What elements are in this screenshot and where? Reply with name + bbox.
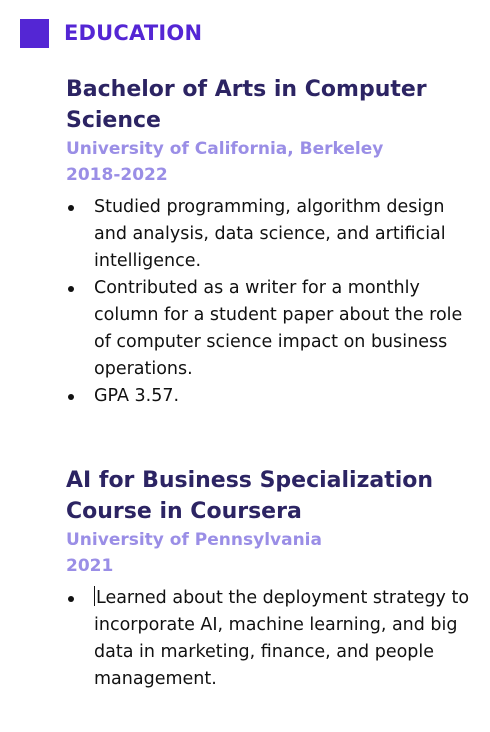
text-cursor (94, 586, 95, 606)
entry-dates[interactable]: 2021 (66, 556, 114, 576)
entry-title[interactable]: AI for Business Specialization Course in Coursera (66, 468, 434, 524)
entry-bullet-list (66, 194, 476, 410)
bullet-text: Learned about the deployment strategy to incorporate AI, machine learning, and big data in marketing, finance, and people management. (94, 588, 470, 689)
bullet-item[interactable] (66, 585, 476, 693)
section-header (20, 18, 202, 48)
entry-institution[interactable]: University of California, Berkeley (66, 139, 384, 159)
bullet-item[interactable]: Contributed as a writer for a monthly column for a student paper about the role of computer science impact on business operations. (66, 275, 476, 383)
education-entry (66, 465, 476, 693)
entry-title[interactable]: Bachelor of Arts in Computer Science (66, 77, 427, 133)
entry-bullet-list (66, 585, 476, 693)
section-title[interactable]: EDUCATION (64, 21, 203, 45)
entry-institution[interactable]: University of Pennsylvania (66, 530, 322, 550)
education-entry (66, 74, 476, 410)
bullet-item[interactable]: Studied programming, algorithm design and analysis, data science, and artificial intelligence. (66, 194, 476, 275)
entry-dates[interactable]: 2018-2022 (66, 165, 168, 185)
bullet-item[interactable]: GPA 3.57. (66, 383, 476, 410)
section-square-icon (20, 19, 49, 48)
